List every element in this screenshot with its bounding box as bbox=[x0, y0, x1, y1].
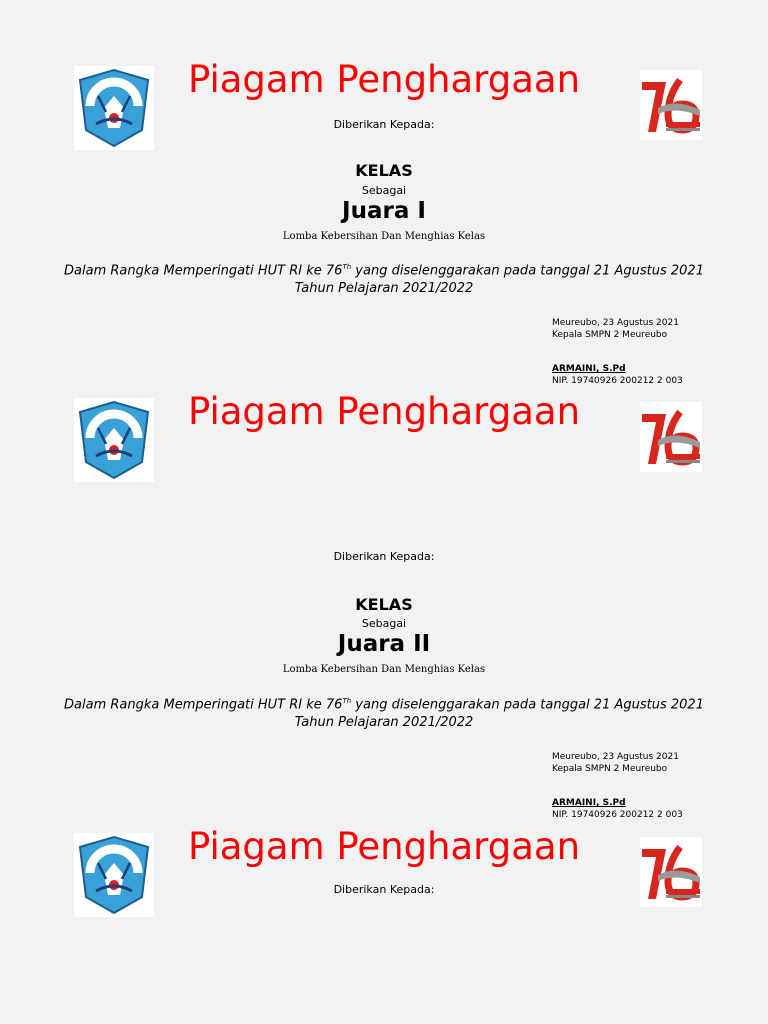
signer-position: Kepala SMPN 2 Meureubo bbox=[552, 330, 668, 340]
as-label: Sebagai bbox=[361, 184, 407, 197]
occasion-pre: Dalam Rangka Memperingati HUT RI ke 76 bbox=[64, 263, 343, 279]
rank-label: Juara II bbox=[337, 631, 431, 657]
place-date: Meureubo, 23 Agustus 2021 bbox=[552, 752, 679, 762]
certificate-title: Piagam Penghargaan bbox=[187, 825, 581, 868]
occasion-pre: Dalam Rangka Memperingati HUT RI ke 76 bbox=[64, 697, 343, 713]
place-date: Meureubo, 23 Agustus 2021 bbox=[552, 318, 679, 328]
signer-name: ARMAINI, S.Pd bbox=[552, 364, 626, 374]
certificate-3 bbox=[0, 825, 768, 1024]
given-to-label: Diberikan Kepada: bbox=[333, 883, 435, 896]
signer-nip: NIP. 19740926 200212 2 003 bbox=[552, 810, 683, 820]
signature-block bbox=[552, 317, 683, 387]
signer-name: ARMAINI, S.Pd bbox=[552, 798, 626, 808]
given-to-label: Diberikan Kepada: bbox=[333, 118, 435, 131]
competition-name: Lomba Kebersihan Dan Menghias Kelas bbox=[282, 664, 486, 675]
recipient-name: KELAS bbox=[355, 595, 413, 614]
occasion-post: yang diselenggarakan pada tanggal 21 Agustus 2021 bbox=[351, 263, 704, 279]
school-year: Tahun Pelajaran 2021/2022 bbox=[294, 281, 474, 296]
certificate-title: Piagam Penghargaan bbox=[187, 390, 581, 433]
given-to-label: Diberikan Kepada: bbox=[333, 550, 435, 563]
recipient-name: KELAS bbox=[355, 161, 413, 180]
occasion-superscript: Th bbox=[342, 263, 352, 271]
hut-76-emblem-icon bbox=[640, 402, 702, 472]
occasion-text bbox=[0, 697, 768, 712]
hut-76-emblem-icon bbox=[640, 837, 702, 907]
occasion-superscript: Th bbox=[342, 697, 352, 705]
signature-block bbox=[552, 751, 683, 821]
hut-ri-76-logo bbox=[640, 837, 702, 907]
certificate-2 bbox=[0, 390, 768, 820]
competition-name: Lomba Kebersihan Dan Menghias Kelas bbox=[282, 231, 486, 242]
as-label: Sebagai bbox=[361, 617, 407, 630]
rank-label: Juara I bbox=[342, 198, 426, 224]
school-year: Tahun Pelajaran 2021/2022 bbox=[294, 715, 474, 730]
hut-ri-76-logo bbox=[640, 402, 702, 472]
signer-nip: NIP. 19740926 200212 2 003 bbox=[552, 376, 683, 386]
occasion-post: yang diselenggarakan pada tanggal 21 Agustus 2021 bbox=[351, 697, 704, 713]
signer-position: Kepala SMPN 2 Meureubo bbox=[552, 764, 668, 774]
certificate-title: Piagam Penghargaan bbox=[187, 58, 581, 101]
occasion-text bbox=[0, 263, 768, 278]
